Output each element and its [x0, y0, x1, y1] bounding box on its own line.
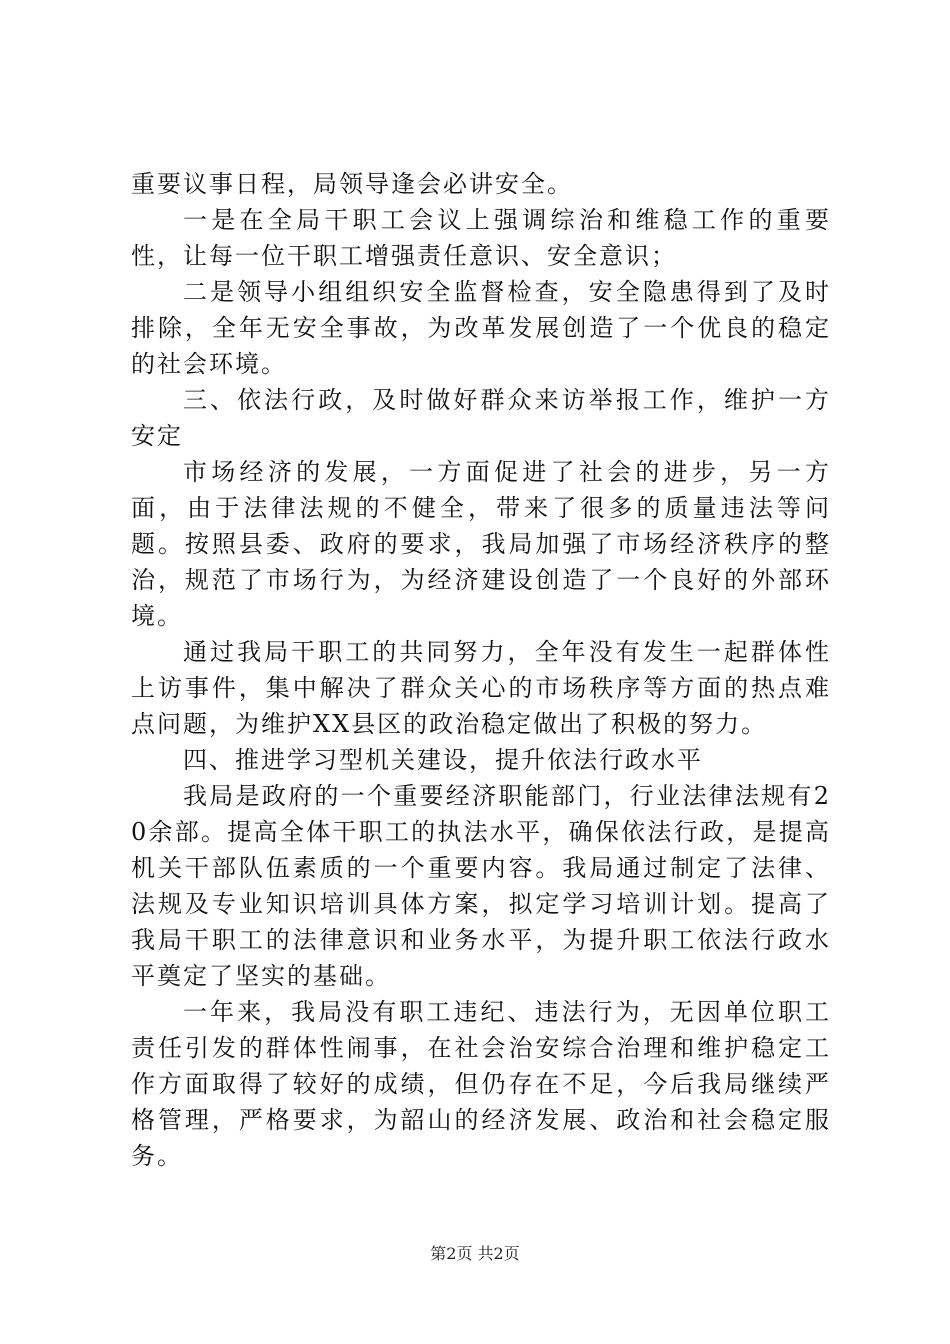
document-body	[131, 166, 831, 1174]
paragraph-5: 市场经济的发展，一方面促进了社会的进步，另一方面，由于法律法规的不健全，带来了很多的质量违法等问题。按照县委、政府的要求，我局加强了市场经济秩序的整治，规范了市场行为，为经济建设创造了一个良好的外部环境。	[131, 458, 831, 630]
paragraph-1: 重要议事日程，局领导逢会必讲安全。	[131, 170, 573, 198]
page-number-footer: 第2页 共2页	[430, 1244, 520, 1263]
paragraph-6: 通过我局干职工的共同努力，全年没有发生一起群体性上访事件，集中解决了群众关心的市场秩序等方面的热点难点问题，为维护XX县区的政治稳定做出了积极的努力。	[131, 638, 831, 738]
paragraph-8: 我局是政府的一个重要经济职能部门，行业法律法规有20余部。提高全体干职工的执法水平，确保依法行政，是提高机关干部队伍素质的一个重要内容。我局通过制定了法律、法规及专业知识培训具体方案，拟定学习培训计划。提高了我局干职工的法律意识和业务水平，为提升职工依法行政水平奠定了坚实的基础。	[131, 782, 831, 990]
section-heading-4: 四、推进学习型机关建设，提升依法行政水平	[183, 746, 703, 774]
section-heading-3: 三、依法行政，及时做好群众来访举报工作，维护一方安定	[131, 386, 831, 450]
paragraph-9: 一年来，我局没有职工违纪、违法行为，无因单位职工责任引发的群体性闹事，在社会治安综合治理和维护稳定工作方面取得了较好的成绩，但仍存在不足，今后我局继续严格管理，严格要求，为韶山的经济发展、政治和社会稳定服务。	[131, 998, 831, 1170]
paragraph-2: 一是在全局干职工会议上强调综治和维稳工作的重要性，让每一位干职工增强责任意识、安全意识；	[131, 206, 831, 270]
paragraph-3: 二是领导小组组织安全监督检查，安全隐患得到了及时排除，全年无安全事故，为改革发展创造了一个优良的稳定的社会环境。	[131, 278, 831, 378]
